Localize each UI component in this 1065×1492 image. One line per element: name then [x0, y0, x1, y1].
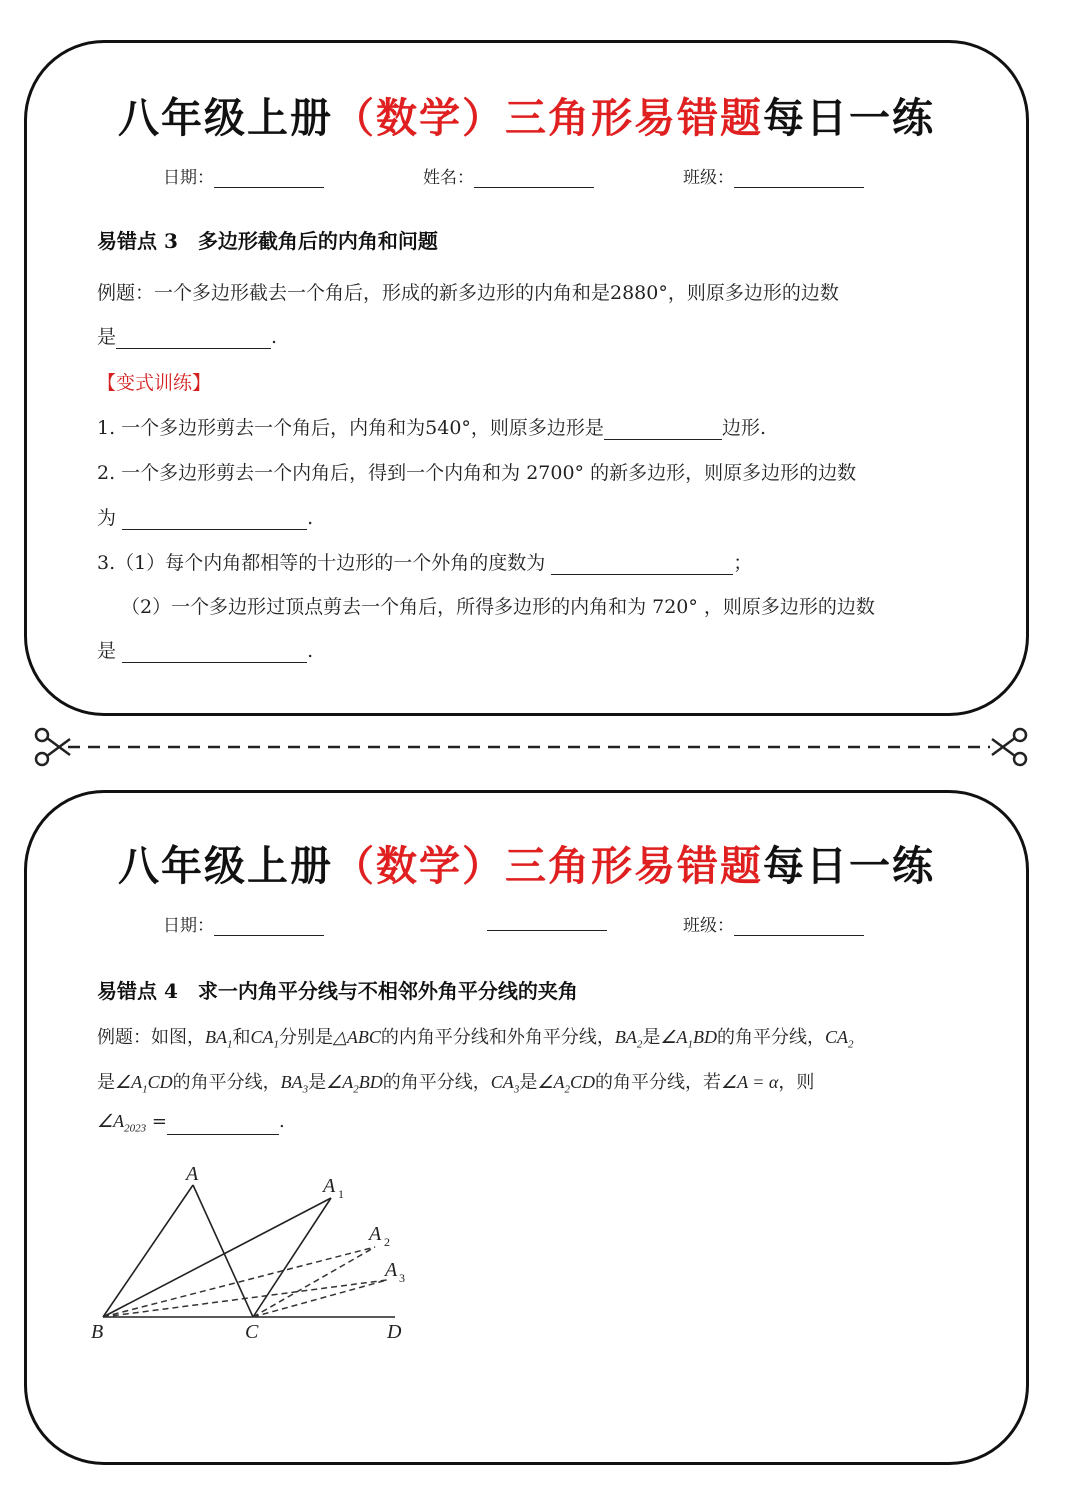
- example-line-1: 例题：一个多边形截去一个角后，形成的新多边形的内角和是2880°，则原多边形的边数: [97, 282, 839, 304]
- ex-text: 的内角平分线和外角平分线，: [380, 1027, 615, 1048]
- math-angle-a2bd: $\angle A_2BD$: [326, 1072, 383, 1096]
- ex-text: 的角平分线，: [717, 1027, 825, 1048]
- q3-1-answer-blank[interactable]: [551, 574, 733, 575]
- question-3-2-line-1: （2）一个多边形过顶点剪去一个角后，所得多边形的内角和为 720° ，则原多边形的边数: [121, 596, 875, 618]
- worksheet-card-2: [24, 790, 1029, 1465]
- math-ba3: $BA_3$: [280, 1072, 309, 1096]
- q2-word: 为: [97, 507, 117, 529]
- example-word: 是: [97, 326, 117, 348]
- label-a: A: [186, 1163, 199, 1185]
- q3-1-end: ；: [733, 552, 753, 574]
- example-line-1: [97, 1023, 854, 1051]
- class-blank[interactable]: [734, 935, 864, 936]
- class-field[interactable]: [683, 911, 864, 936]
- name-field[interactable]: [487, 911, 607, 931]
- math-ca2: $CA_2$: [825, 1027, 854, 1051]
- scissors-icon-right: [992, 729, 1026, 765]
- name-label: 姓名：: [423, 168, 474, 188]
- ex-text: ，则: [778, 1072, 815, 1093]
- date-label: 日期：: [163, 916, 214, 936]
- card2-title: [27, 833, 1026, 892]
- date-label: 日期：: [163, 168, 214, 188]
- label-a2-subscript: 2: [384, 1235, 390, 1249]
- class-label: 班级：: [683, 168, 734, 188]
- math-angle-a2023: $\angle A_{2023}$: [97, 1111, 147, 1135]
- math-triangle-abc: △ABC: [333, 1027, 381, 1047]
- date-blank[interactable]: [214, 187, 324, 188]
- line-ca2: [253, 1247, 375, 1317]
- angle-bisector-figure: [85, 1160, 425, 1345]
- q1-text: 1. 一个多边形剪去一个角后，内角和为540°，则原多边形是: [97, 417, 604, 439]
- name-blank[interactable]: [487, 930, 607, 931]
- label-a3-subscript: 3: [399, 1271, 405, 1285]
- title-suffix: 每日一练: [763, 842, 935, 890]
- ex-text: 的角平分线，: [382, 1072, 491, 1093]
- ex-period: .: [278, 1111, 285, 1132]
- q2-period: .: [307, 507, 314, 529]
- question-3-1: [97, 548, 752, 575]
- date-blank[interactable]: [214, 935, 324, 936]
- ex-text: 的角平分线，: [172, 1072, 281, 1093]
- q1-end: 边形.: [721, 417, 766, 439]
- ex-text: 是: [97, 1072, 115, 1093]
- math-ca3: $CA_3$: [490, 1072, 520, 1096]
- title-prefix: 八年级上册: [118, 842, 333, 890]
- ex-text: 是: [642, 1027, 661, 1048]
- question-1: [97, 413, 766, 440]
- date-field[interactable]: [163, 911, 324, 936]
- example-line-3: [97, 1111, 285, 1135]
- ex-text: 例题：如图，: [97, 1027, 205, 1048]
- math-angle-a1cd: $\angle A_1CD$: [115, 1072, 173, 1096]
- math-ba2: $BA_2$: [614, 1027, 643, 1051]
- question-2-line-1: 2. 一个多边形剪去一个内角后，得到一个内角和为 2700° 的新多边形，则原多边形的边数: [97, 462, 857, 484]
- class-blank[interactable]: [734, 187, 864, 188]
- label-d: D: [387, 1321, 402, 1343]
- q2-answer-blank[interactable]: [122, 529, 307, 530]
- label-c: C: [245, 1321, 259, 1343]
- ex-text: 分别是: [279, 1027, 334, 1048]
- label-b: B: [91, 1321, 104, 1343]
- q3-2-word: 是: [97, 640, 117, 662]
- card1-title: [27, 85, 1026, 144]
- line-ac: [193, 1185, 253, 1317]
- ex-text: 是: [519, 1072, 538, 1093]
- line-ba: [103, 1185, 193, 1317]
- name-blank[interactable]: [474, 187, 594, 188]
- class-field[interactable]: [683, 163, 864, 188]
- title-prefix: 八年级上册: [118, 94, 333, 142]
- scissor-cut-line: [0, 725, 1065, 769]
- section-heading-3: 易错点 3 多边形截角后的内角和问题: [97, 229, 438, 253]
- example-answer-blank[interactable]: [167, 1134, 279, 1135]
- math-ca1: $CA_1$: [250, 1027, 280, 1051]
- q3-1-text: 3.（1）每个内角都相等的十边形的一个外角的度数为: [97, 552, 546, 574]
- title-highlight: （数学）三角形易错题: [333, 842, 763, 890]
- name-field[interactable]: [423, 163, 594, 188]
- date-field[interactable]: [163, 163, 324, 188]
- label-a1-subscript: 1: [338, 1187, 344, 1201]
- label-a1: A: [323, 1175, 336, 1197]
- example-line-2: [97, 322, 277, 349]
- ex-equals: =: [151, 1111, 167, 1132]
- ex-text: 是: [308, 1072, 327, 1093]
- worksheet-card-1: [24, 40, 1029, 716]
- q1-answer-blank[interactable]: [604, 439, 722, 440]
- line-ca1: [253, 1198, 331, 1317]
- title-suffix: 每日一练: [763, 94, 935, 142]
- example-period: .: [271, 326, 278, 348]
- q3-2-period: .: [307, 640, 314, 662]
- line-ba3: [103, 1280, 387, 1317]
- math-angle-a2cd: $\angle A_2CD$: [537, 1072, 595, 1096]
- ex-text: 和: [232, 1027, 251, 1048]
- math-angle-a1bd: $\angle A_1BD$: [660, 1027, 717, 1051]
- scissors-icon-left: [36, 729, 70, 765]
- question-2-line-2: [97, 503, 313, 530]
- math-angle-a-alpha: ∠A = α: [720, 1072, 779, 1092]
- label-a3: A: [385, 1259, 398, 1281]
- variant-training-label: 【变式训练】: [97, 372, 212, 394]
- label-a2: A: [369, 1223, 382, 1245]
- ex-text: 的角平分线，若: [594, 1072, 721, 1093]
- example-answer-blank[interactable]: [116, 348, 271, 349]
- section-heading-4: 易错点 4 求一内角平分线与不相邻外角平分线的夹角: [97, 979, 578, 1003]
- question-3-2-line-2: [97, 636, 313, 663]
- q3-2-answer-blank[interactable]: [122, 662, 307, 663]
- math-ba1: $BA_1$: [205, 1027, 233, 1051]
- class-label: 班级：: [683, 916, 734, 936]
- title-highlight: （数学）三角形易错题: [333, 94, 763, 142]
- line-ba1: [103, 1198, 331, 1317]
- example-line-2: [97, 1068, 814, 1096]
